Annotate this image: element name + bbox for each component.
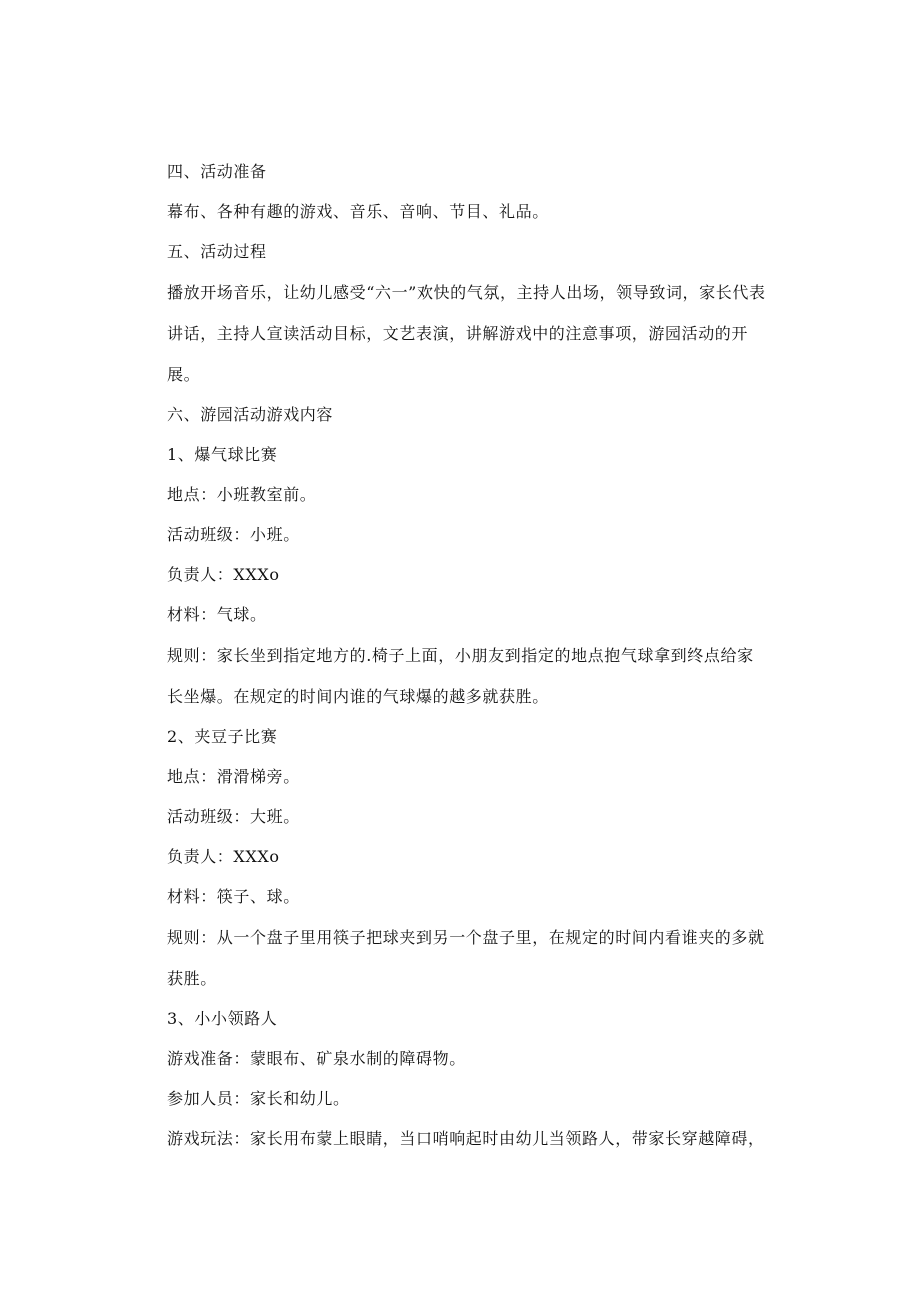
section-heading-games: 六、游园活动游戏内容 <box>167 405 334 424</box>
paragraph: 播放开场音乐，让幼儿感受“六一”欢快的气氛，主持人出场，领导致词，家长代表讲话，主持人宣读活动目标，文艺表演，讲解游戏中的注意事项，游园活动的开展。 <box>167 283 766 384</box>
game-heading-balloon: 1、爆气球比赛 <box>167 445 278 464</box>
paragraph: 活动班级：大班。 <box>167 807 300 826</box>
paragraph: 材料：气球。 <box>167 605 267 624</box>
paragraph: 游戏玩法：家长用布蒙上眼睛，当口哨响起时由幼儿当领路人，带家长穿越障碍， <box>167 1129 765 1148</box>
paragraph: 负责人：XXXo <box>167 565 280 584</box>
paragraph: 参加人员：家长和幼儿。 <box>167 1089 350 1108</box>
paragraph: 规则：从一个盘子里用筷子把球夹到另一个盘子里，在规定的时间内看谁夹的多就获胜。 <box>167 928 765 988</box>
document-body <box>167 152 767 1159</box>
paragraph: 规则：家长坐到指定地方的.椅子上面，小朋友到指定的地点抱气球拿到终点给家长坐爆。在规定的时间内谁的气球爆的越多就获胜。 <box>167 646 754 706</box>
section-heading-preparation: 四、活动准备 <box>167 162 267 181</box>
section-heading-process: 五、活动过程 <box>167 242 267 261</box>
paragraph: 活动班级：小班。 <box>167 525 300 544</box>
paragraph: 幕布、各种有趣的游戏、音乐、音响、节目、礼品。 <box>167 202 549 221</box>
paragraph: 地点：小班教室前。 <box>167 485 317 504</box>
paragraph: 游戏准备：蒙眼布、矿泉水制的障碍物。 <box>167 1049 466 1068</box>
paragraph: 地点：滑滑梯旁。 <box>167 767 300 786</box>
game-heading-leader: 3、小小领路人 <box>167 1009 278 1028</box>
game-heading-beans: 2、夹豆子比赛 <box>167 727 278 746</box>
paragraph: 负责人：XXXo <box>167 847 280 866</box>
paragraph: 材料：筷子、球。 <box>167 887 300 906</box>
